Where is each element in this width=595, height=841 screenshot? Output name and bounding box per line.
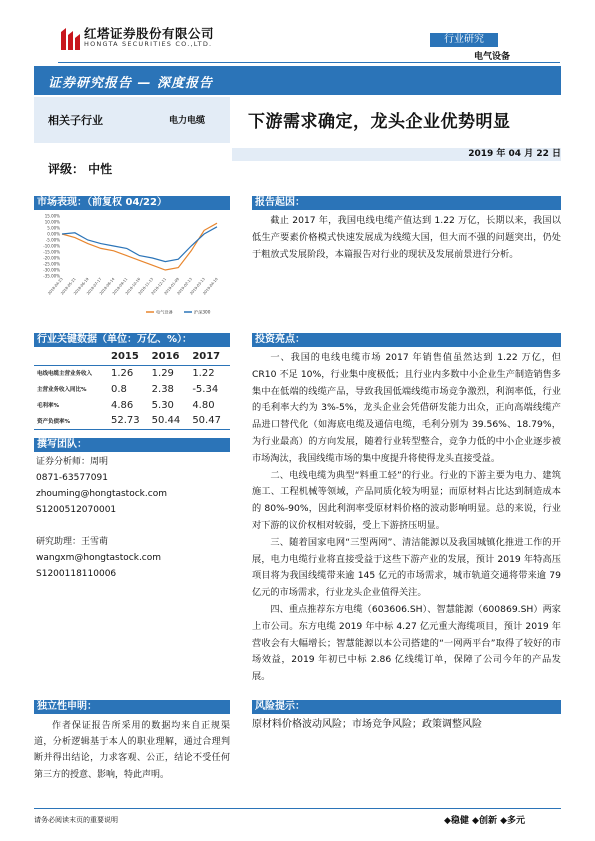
cell: 50.47 [192,415,221,427]
highlight-paragraph-3: 三、随着国家电网“三型两网”、清洁能源以及我国城镇化推进工作的开展，电力电缆行业将直接受益于这些下游产业的发展，预计 2019 年特高压项目将为我国线缆带来逾 145 亿元的市场需求，城市轨道交通将带来逾 79 亿元的市场需求，行业龙头企业值得关注。 [252,536,561,599]
hongta-logo-icon [58,26,82,52]
cell: 50.44 [151,415,181,427]
origin-section [252,196,561,263]
banner-title: 证券研究报告 — 深度报告 [48,76,214,91]
highlight-paragraph-2: 二、电线电缆为典型“料重工轻”的行业。行业的下游主要为电力、建筑施工、工程机械等领域，产品同质化较为明显；而原材料占比达到制造成本的 80%-90%，因此利润率受原材料价格的波动影响明显。总的来说，行业对下游的议价权相对较弱，受上下游挤压明显。 [252,469,561,531]
statement-title: 独立性申明： [34,700,230,714]
y-tick-label: -10.00% [43,243,60,249]
key-data-table [34,349,230,430]
legend-label: 沪深300 [194,309,211,315]
year-header: 2015 [111,351,139,363]
company-name-en: HONGTA SECURITIES CO.,LTD. [84,40,213,48]
year-header: 2016 [151,351,180,363]
author-title: 撰写团队： [34,438,230,452]
market-chart [34,212,224,318]
cell: 4.86 [111,399,134,411]
market-section [34,196,230,210]
author-section [34,438,230,582]
cell: -5.34 [192,383,219,395]
row-label: 电线电缆主营业务收入 [37,371,93,378]
sector-box [34,97,230,143]
table-row [34,413,230,429]
y-tick-label: -15.00% [43,249,60,255]
assistant-name: 研究助理：王雪萌 [36,537,109,547]
footer-note: 请务必阅读末页的重要说明 [34,816,118,824]
cell: 4.80 [192,399,215,411]
report-date: 2019 年 04 月 22 日 [468,149,561,159]
origin-title: 报告起因： [252,196,561,210]
key-data-title: 行业关键数据（单位：万亿、%）： [34,333,230,347]
analyst-phone: 0871-63577091 [36,473,108,483]
industry-label: 电气设备 [473,52,510,62]
cell: 1.29 [151,367,174,379]
x-tick-label: 2019-03-13 [189,277,206,296]
row-label: 主营业务收入同比% [37,387,87,393]
origin-text [252,213,561,263]
market-chart-svg [34,212,224,318]
y-tick-label: -5.00% [45,237,60,243]
series-line-0 [62,223,217,270]
cell: 1.26 [111,367,134,379]
x-tick-label: 2018-11-13 [137,277,155,296]
date-bar [232,148,561,161]
footer-divider [34,808,561,809]
y-tick-label: -20.00% [43,255,60,261]
year-header: 2017 [192,351,221,363]
header-divider [58,62,560,63]
origin-paragraph: 截止 2017 年，我国电线电缆产值达到 1.22 万亿，长期以来，我国以低生产要素价格模式快速发展成为线缆大国，但大而不强的问题突出，仍处于粗放式发展阶段，本篇报告对行业的现状及发展前景进行分析。 [252,215,561,260]
row-label: 毛利率% [37,403,60,409]
legend-label: 电气设备 [156,309,173,315]
risk-title: 风险提示： [252,700,561,714]
x-tick-label: 2018-08-14 [98,277,116,296]
x-tick-label: 2019-02-13 [176,277,193,296]
series-line-1 [62,227,217,262]
cell: 5.30 [151,399,174,411]
highlight-paragraph-4: 四、重点推荐东方电缆（603606.SH）、智慧能源（600869.SH）两家上市公司。东方电缆 2019 年中标 4.27 亿元重大海缆项目，预计 2019 年营收会有大幅增长；智慧能源以本公司搭建的“一网两平台”取得了较好的市场效益，2019 年初已中标 2.86 亿线缆订单，保障了公司今年的产品发展。 [252,603,561,683]
x-tick-label: 2018-07-17 [86,277,103,296]
analyst-cert: S1200512070001 [36,505,117,515]
related-label: 相关子行业 [48,114,103,127]
x-tick-label: 2018-05-21 [60,277,77,296]
company-name-cn: 红塔证券股份有限公司 [84,26,215,41]
table-row [34,397,230,413]
statement-section [34,700,230,783]
footer-slogan: ◆稳健 ◆创新 ◆多元 [444,816,526,826]
rating: 评级： 中性 [48,162,113,176]
cell: 52.73 [111,415,140,427]
risk-text: 原材料价格波动风险；市场竞争风险；政策调整风险 [252,719,482,730]
cell: 1.22 [192,367,215,379]
statement-paragraph: 作者保证报告所采用的数据均来自正规渠道，分析逻辑基于本人的职业理解，通过合理判断并得出结论，力求客观、公正，结论不受任何第三方的授意、影响，特此声明。 [34,721,230,780]
x-tick-label: 2019-04-10 [202,277,219,296]
market-title: 市场表现：（前复权 04/22） [34,196,230,210]
cell: 2.38 [151,383,174,395]
assistant-cert: S1200118110006 [36,569,117,579]
analyst-name: 证券分析师：周明 [36,457,109,467]
y-tick-label: 10.00% [44,219,60,225]
y-tick-label: -25.00% [43,261,60,267]
y-tick-label: 0.00% [47,231,60,237]
sector-label: 电力电缆 [169,116,206,126]
table-row [34,365,230,381]
analyst-email[interactable]: zhouming@hongtastock.com [36,489,167,499]
statement-text [34,718,230,783]
y-tick-label: 5.00% [47,225,60,231]
x-tick-label: 2018-10-16 [124,277,142,296]
key-data-header-row [34,349,230,365]
highlights-section [252,333,561,686]
highlights-text [252,350,561,686]
key-data-section [34,333,230,430]
x-tick-label: 2018-09-11 [111,277,129,296]
report-headline: 下游需求确定，龙头企业优势明显 [248,112,511,132]
y-tick-label: -30.00% [43,267,60,273]
cell: 0.8 [111,383,127,395]
report-type-badge: 行业研究 [430,33,498,47]
table-row [34,381,230,397]
y-tick-label: 15.00% [44,213,60,219]
report-banner [34,66,561,95]
row-label: 资产负债率% [37,418,71,425]
company-logo [58,24,218,52]
assistant-email[interactable]: wangxm@hongtastock.com [36,553,162,563]
x-tick-label: 2019-01-09 [163,277,181,296]
y-tick-label: -35.00% [43,273,60,279]
highlights-title: 投资亮点： [252,333,561,347]
x-tick-label: 2018-06-19 [73,277,90,296]
highlight-paragraph-1: 一、我国的电线电缆市场 2017 年销售值虽然达到 1.22 万亿，但 CR10 不足 10%，行业集中度极低；且行业内多数中小企业生产制造销售多集中在低端的线缆产品，导致我国低端线缆市场竞争激烈，利润率低，行业的毛利率大约为 3%-5%，龙头企业会凭借研发能力出众，正向高端线缆产品进口替代化（如海底电缆及通信电缆，毛利分别为 39.56%、18.79%，为行业最高）的方向发展，随着行业转型整合，竞争力低的中小企业逐步被市场淘汰，我国线缆市场的集中度提升将使得龙头直接受益。 [252,352,561,464]
risk-section [252,700,561,734]
x-tick-label: 2018-04-23 [47,277,64,296]
x-tick-label: 2018-12-11 [150,277,168,296]
